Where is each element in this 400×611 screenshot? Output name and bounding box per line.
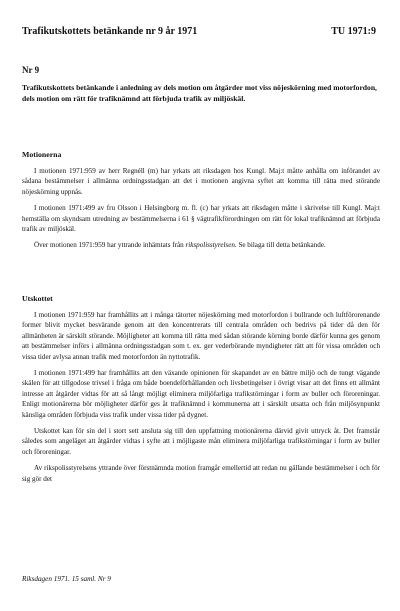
- paragraph: I motionen 1971:499 av fru Olsson i Helsingborg m. fl. (c) har yrkats att riksdagen måtte i skrivelse till Kungl. Maj:t hemställa om skyndsam utredning av bestämmelserna i 61 § vägtrafikförordningen om rätt för lokal trafiknämnd att förbjuda trafik av miljöskäl.: [22, 204, 380, 234]
- running-header-title: Trafikutskottets betänkande nr 9 år 1971: [22, 26, 198, 37]
- paragraph-text: Över motionen 1971:959 har yttrande inhämtats från: [34, 241, 186, 250]
- report-number: Nr 9: [22, 65, 40, 75]
- section-heading: Utskottet: [22, 294, 53, 303]
- paragraph-text: . Se bilaga till detta betänkande.: [234, 241, 326, 250]
- running-header-reference: TU 1971:9: [331, 26, 376, 37]
- italic-reference: rikspolisstyrelsen: [185, 241, 235, 250]
- paragraph: I motionen 1971:499 har framhållits att den växande opinionen för skapandet av en bättre miljö och de tungt vägande skälen för att tillgodose trivsel i fråga om både boendeförhållanden och livsbetingelser i övrigt visar att det finns ett allmänt intresse att åtgärder vidtas för att så långt möjligt eliminera miljöfarliga trafikstörningar i form av buller och föroreningar. Enligt motionärerna bör möjligheter därför ges åt trafiknämnd i kommunerna att i särskilt utsatta och från miljösynpunkt känsliga områden förbjuda viss trafik under vissa tider på dygnet.: [22, 369, 380, 419]
- section-utskottet: [22, 294, 380, 490]
- paragraph: [22, 240, 380, 250]
- page-footer: Riksdagen 1971. 15 saml. Nr 9: [22, 575, 111, 583]
- paragraph: I motionen 1971:959 har framhållits att i många tätorter nöjeskörning med motorfordon i bullrande och luftförorenande former blivit mycket besvärande genom att den koncentrerats till centrala områden och bedrivs på tider då den för allmänheten är särskilt störande. Möjligheter att komma till rätta med sådan störande körning borde därför kunna ges genom att bestämmelser införs i allmänna ordningsstadgan som t. ex. ger vederbörande myndigheter rätt att för vissa områden och vissa tider avlysa annan trafik med motorfordon än nyttotrafik.: [22, 311, 380, 361]
- paragraph: Utskottet kan för sin del i stort sett ansluta sig till den uppfattning motionärerna därvid givit uttryck åt. Det framstår således som angeläget att åtgärder vidtas i syfte att i möjligaste mån eliminera miljöfarliga trafikstörningar i form av buller och föroreningar.: [22, 427, 380, 456]
- paragraph: I motionen 1971:959 av herr Regnéll (m) har yrkats att riksdagen hos Kungl. Maj:t måtte anhålla om införandet av sådana bestämmelser i allmänna ordningsstadgan att det i motionen angivna syftet att komma till rätta med störande nöjeskörning uppnås.: [22, 167, 380, 196]
- paragraph: Av rikspolisstyrelsens yttrande över förstnämnda motion framgår emellertid att redan nu gällande bestämmelser i och för sig gör det: [22, 464, 380, 483]
- section-heading: Motionerna: [22, 150, 62, 159]
- section-motionerna: [22, 150, 380, 257]
- report-title: Trafikutskottets betänkande i anledning av dels motion om åtgärder mot viss nöjeskörning med motorfordon, dels motion om rätt för trafiknämnd att förbjuda trafik av miljöskäl.: [22, 83, 377, 103]
